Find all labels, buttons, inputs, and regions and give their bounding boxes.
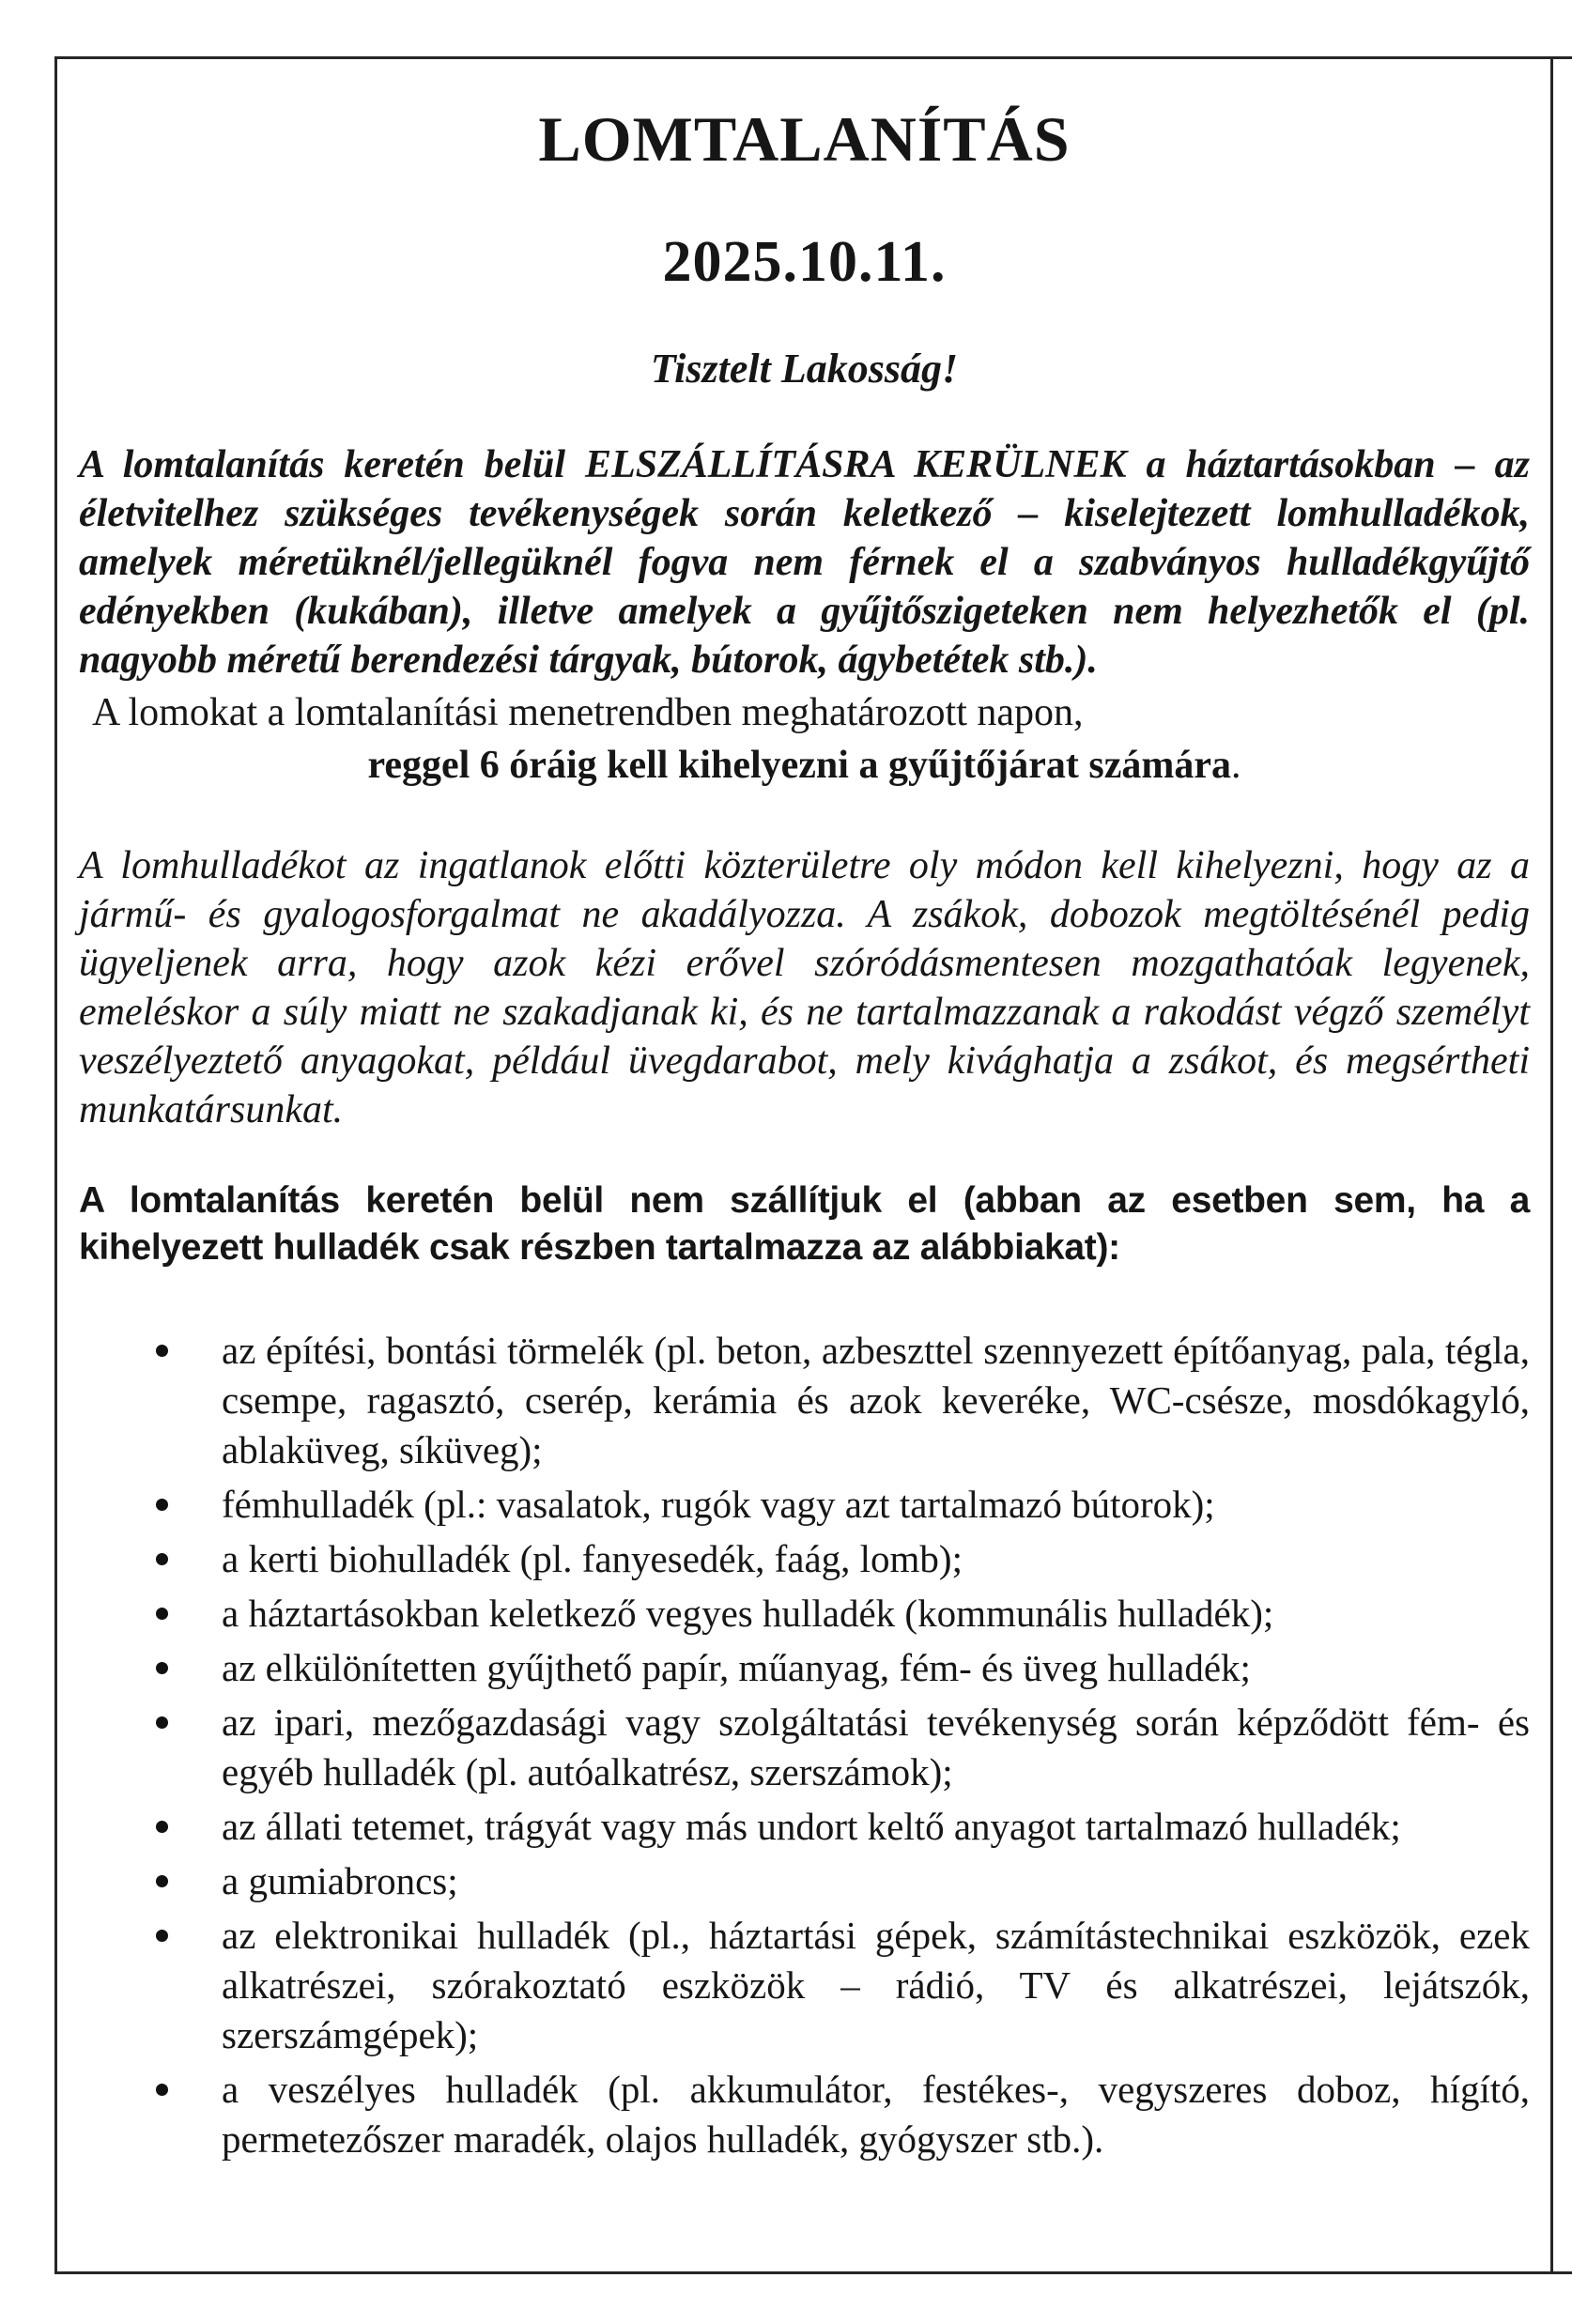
placement-paragraph: A lomhulladékot az ingatlanok előtti közterületre oly módon kell kihelyezni, hogy az a jármű- és gyalogosforgalmat ne akadályozza. A zsákok, dobozok megtöltésénél pedig ügyeljenek arra, hogy azok kézi erővel szóródásmentesen mozgathatóak legyenek, emeléskor a súly miatt ne szakadjanak ki, és ne tartalmazzanak a rakodást végző személyt veszélyeztető anyagokat, például üvegdarabot, mely kivághatja a zsákot, és megsértheti munkatársunkat. [79,844,1530,1131]
list-item [79,1698,1530,1797]
collection-date: 2025.10.11. [662,230,947,294]
bullet-icon [156,1553,168,1565]
list-item-text: a háztartásokban keletkező vegyes hulladék (kommunális hulladék); [222,1592,1274,1635]
list-item [79,1643,1530,1693]
deadline-line [79,741,1530,790]
list-item [79,1589,1530,1639]
bullet-icon [156,1875,168,1887]
bullet-icon [156,1662,168,1674]
list-item-text: az ipari, mezőgazdasági vagy szolgáltatási tevékenység során képződött fém- és egyéb hulladék (pl. autóalkatrész, szerszámok); [222,1701,1530,1793]
bullet-icon [156,1930,168,1942]
intro-paragraph: A lomtalanítás keretén belül ELSZÁLLÍTÁSRA KERÜLNEK a háztartásokban – az életvitelhez szükséges tevékenységek során keletkező – kiselejtezett lomhulladékok, amelyek méretüknél/jellegüknél fogva nem férnek el a szabványos hulladékgyűjtő edényekben (kukában), illetve amelyek a gyűjtőszigeteken nem helyezhetők el (pl. nagyobb méretű berendezési tárgyak, bútorok, ágybetétek stb.). [79,443,1530,682]
schedule-line: A lomokat a lomtalanítási menetrendben meghatározott napon, [92,691,1084,734]
list-item-text: a kerti biohulladék (pl. fanyesedék, faág, lomb); [222,1537,963,1580]
frame-border-right [1550,56,1553,2274]
list-item-text: az elkülönítetten gyűjthető papír, műanyag, fém- és üveg hulladék; [222,1646,1251,1689]
deadline-text: reggel 6 óráig kell kihelyezni a gyűjtőjárat számára [367,744,1232,787]
bullet-icon [156,2084,168,2096]
list-item-text: az elektronikai hulladék (pl., háztartási gépek, számítástechnikai eszközök, ezek alkatrészei, szórakoztató eszközök – rádió, TV és alkatrészei, lejátszók, szerszámgépek); [222,1914,1530,2056]
list-item-text: a veszélyes hulladék (pl. akkumulátor, festékes-, vegyszeres doboz, hígító, permetezőszer maradék, olajos hulladék, gyógyszer stb.). [222,2068,1530,2161]
bullet-icon [156,1345,168,1357]
bullet-icon [156,1608,168,1620]
exclusions-list [79,1326,1530,2169]
list-item [79,1911,1530,2060]
list-item [79,2065,1530,2164]
list-item [79,1856,1530,1906]
list-item-text: az állati tetemet, trágyát vagy más undort keltő anyagot tartalmazó hulladék; [222,1805,1401,1848]
exclusions-heading: A lomtalanítás keretén belül nem szállítjuk el (abban az esetben sem, ha a kihelyezett hulladék csak részben tartalmazza az alábbiakat): [79,1180,1530,1268]
page-title: LOMTALANÍTÁS [538,103,1071,175]
bullet-icon [156,1716,168,1729]
deadline-period: . [1231,744,1241,787]
list-item [79,1534,1530,1584]
bullet-icon [156,1821,168,1833]
notice-content [57,59,1550,2169]
list-item-text: az építési, bontási törmelék (pl. beton, azbeszttel szennyezett építőanyag, pala, tégla, csempe, ragasztó, cserép, kerámia és azok keveréke, WC-csésze, mosdókagyló, ablaküveg, síküveg); [222,1329,1530,1471]
list-item [79,1802,1530,1852]
frame-border-bottom [54,2271,1572,2274]
list-item [79,1326,1530,1475]
bullet-icon [156,1499,168,1511]
salutation: Tisztelt Lakosság! [650,346,959,392]
list-item-text: fémhulladék (pl.: vasalatok, rugók vagy azt tartalmazó bútorok); [222,1483,1215,1526]
list-item-text: a gumiabroncs; [222,1859,458,1902]
list-item [79,1480,1530,1530]
